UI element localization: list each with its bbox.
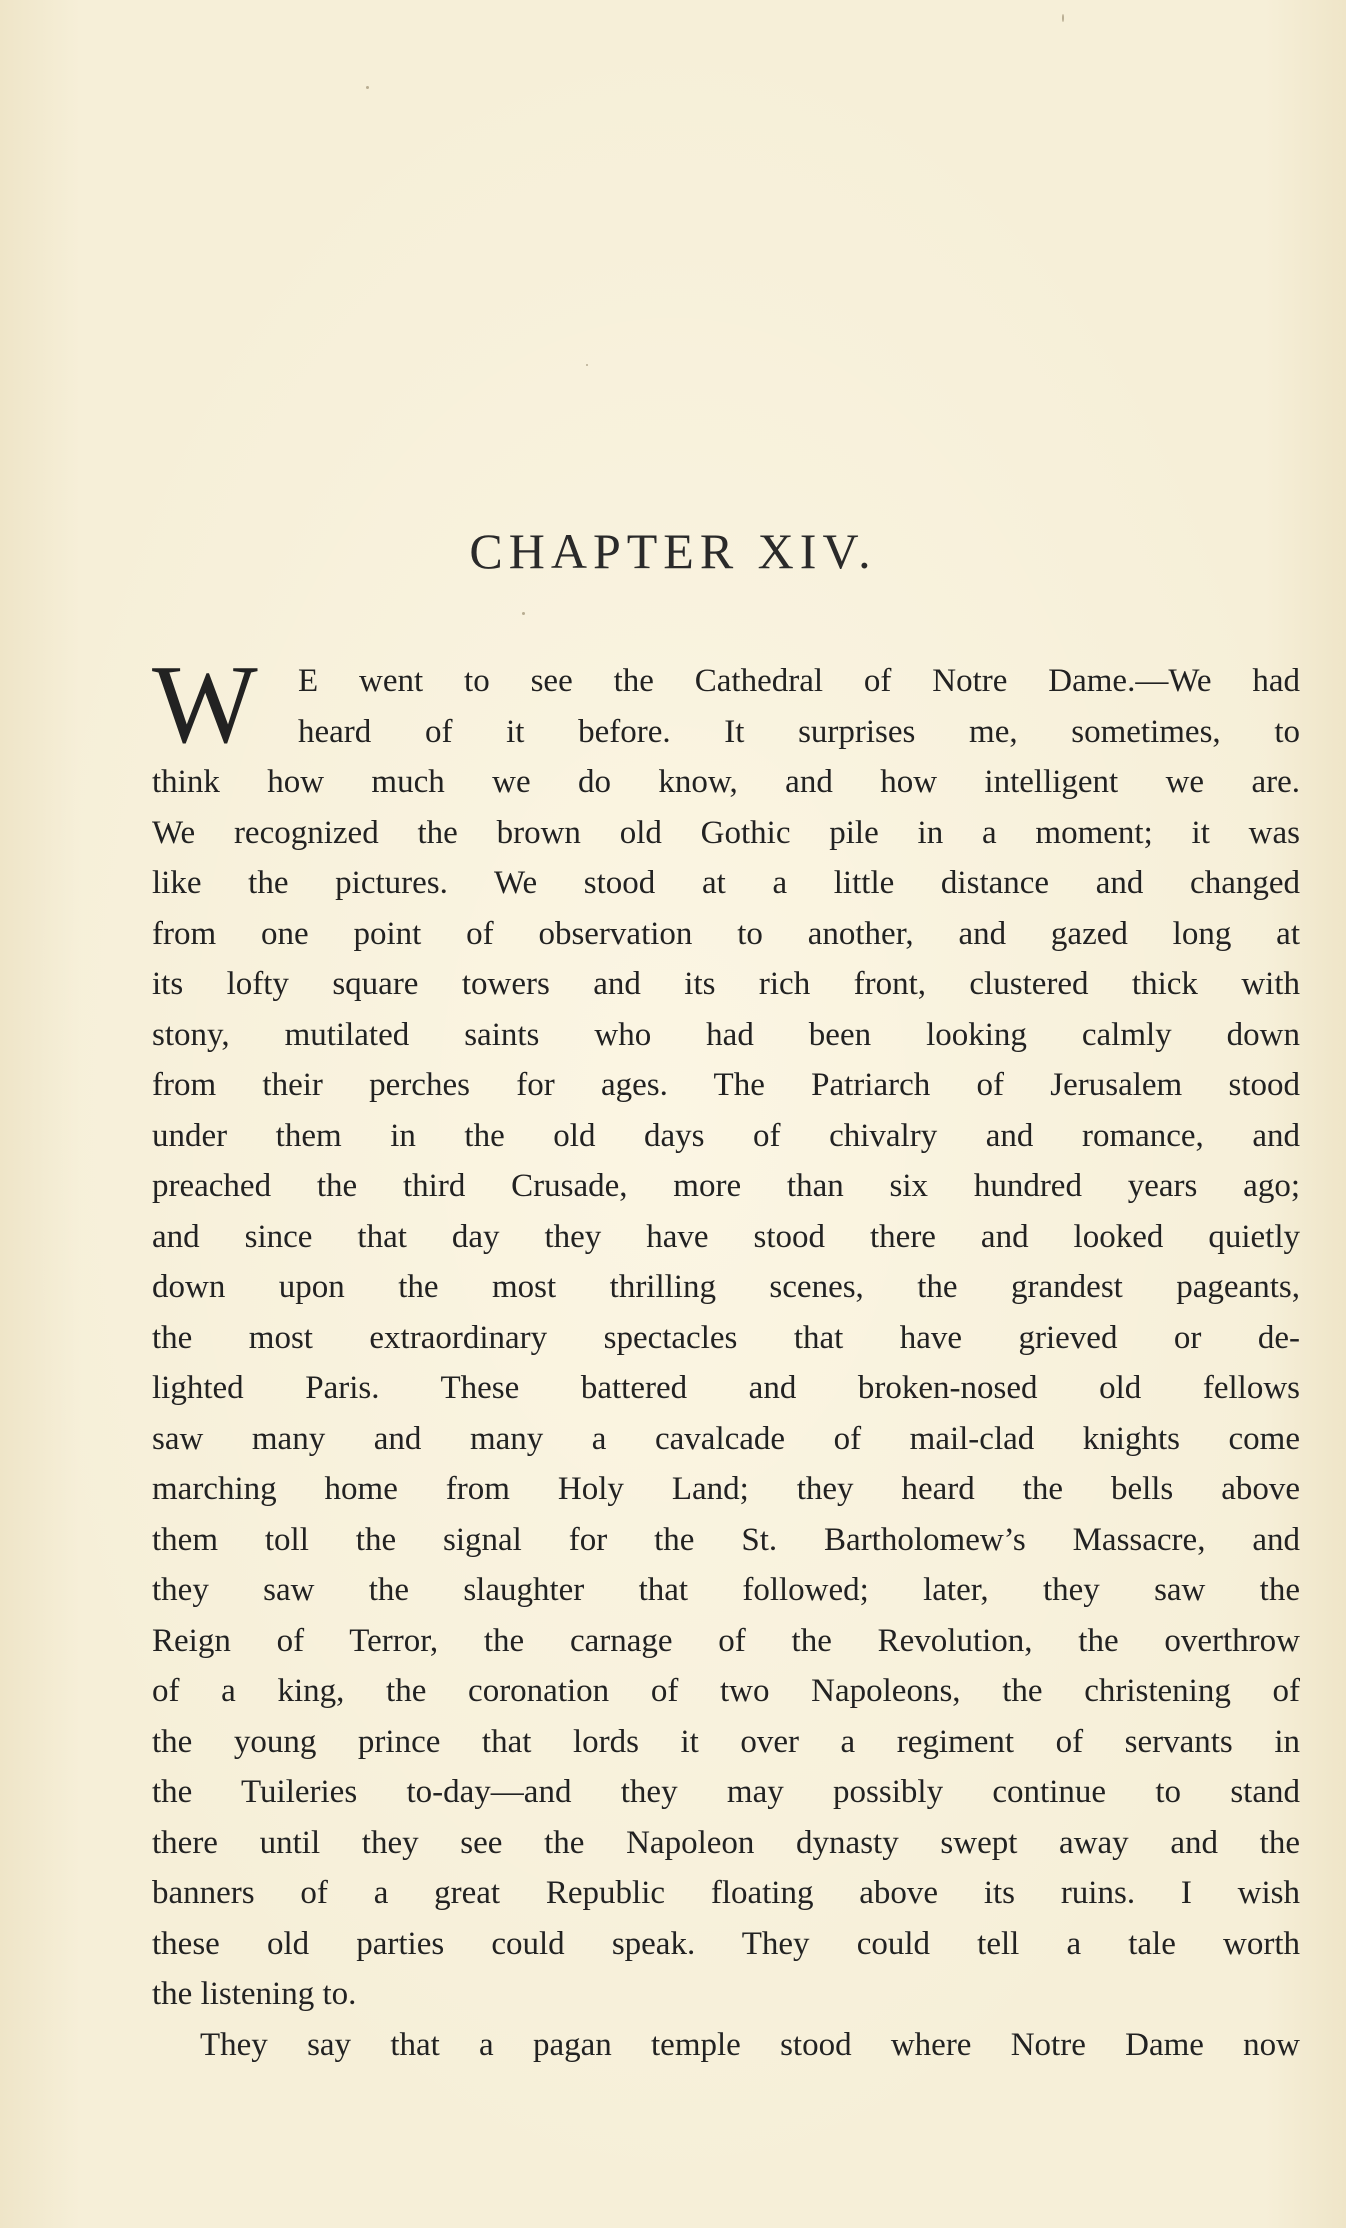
text-line: of a king, the coronation of two Napoleons, the christening of [152,1673,1300,1709]
text-line: E went to see the Cathedral of Notre Dame.—We had [298,663,1300,699]
text-line: the most extraordinary spectacles that have grieved or de- [152,1319,1300,1356]
text-line: banners of a great Republic floating above its ruins. I wish [152,1875,1300,1911]
text-line: We recognized the brown old Gothic pile in a moment; it was [152,814,1300,851]
text-line: preached the third Crusade, more than six hundred years ago; [152,1168,1300,1204]
text-line: Reign of Terror, the carnage of the Revolution, the overthrow [152,1622,1300,1659]
paper-speck [522,612,525,615]
text-line: heard of it before. It surprises me, sometimes, to [298,713,1300,750]
text-line: there until they see the Napoleon dynasty swept away and the [152,1824,1300,1861]
chapter-title: CHAPTER XIV. [469,523,877,579]
drop-cap: W [152,643,258,767]
text-line: and since that day they have stood there and looked quietly [152,1218,1300,1255]
text-line: like the pictures. We stood at a little distance and changed [152,865,1300,901]
text-line: its lofty square towers and its rich front, clustered thick with [152,966,1300,1002]
text-line: marching home from Holy Land; they heard the bells above [152,1471,1300,1507]
paper-speck [366,86,369,89]
text-line: from their perches for ages. The Patriarch of Jerusalem stood [152,1067,1300,1103]
text-line: saw many and many a cavalcade of mail-clad knights come [152,1420,1300,1457]
body-text [152,643,1300,2070]
text-line: from one point of observation to another, and gazed long at [152,915,1300,952]
paper-speck [1062,14,1064,22]
paper-speck [586,364,588,366]
text-line: them toll the signal for the St. Bartholomew’s Massacre, and [152,1521,1300,1558]
text-line: these old parties could speak. They could tell a tale worth [152,1925,1300,1962]
text-line: the Tuileries to-day—and they may possibly continue to stand [152,1774,1300,1810]
text-line: the listening to. [152,1976,357,2012]
text-line: they saw the slaughter that followed; later, they saw the [152,1572,1300,1608]
text-line: stony, mutilated saints who had been looking calmly down [152,1016,1300,1053]
text-line: the young prince that lords it over a regiment of servants in [152,1723,1300,1760]
text-line: think how much we do know, and how intelligent we are. [152,764,1300,800]
text-line: down upon the most thrilling scenes, the grandest pageants, [152,1269,1300,1305]
text-line: lighted Paris. These battered and broken-nosed old fellows [152,1370,1300,1406]
text-line: under them in the old days of chivalry and romance, and [152,1117,1300,1154]
text-line: They say that a pagan temple stood where Notre Dame now [200,2026,1300,2063]
